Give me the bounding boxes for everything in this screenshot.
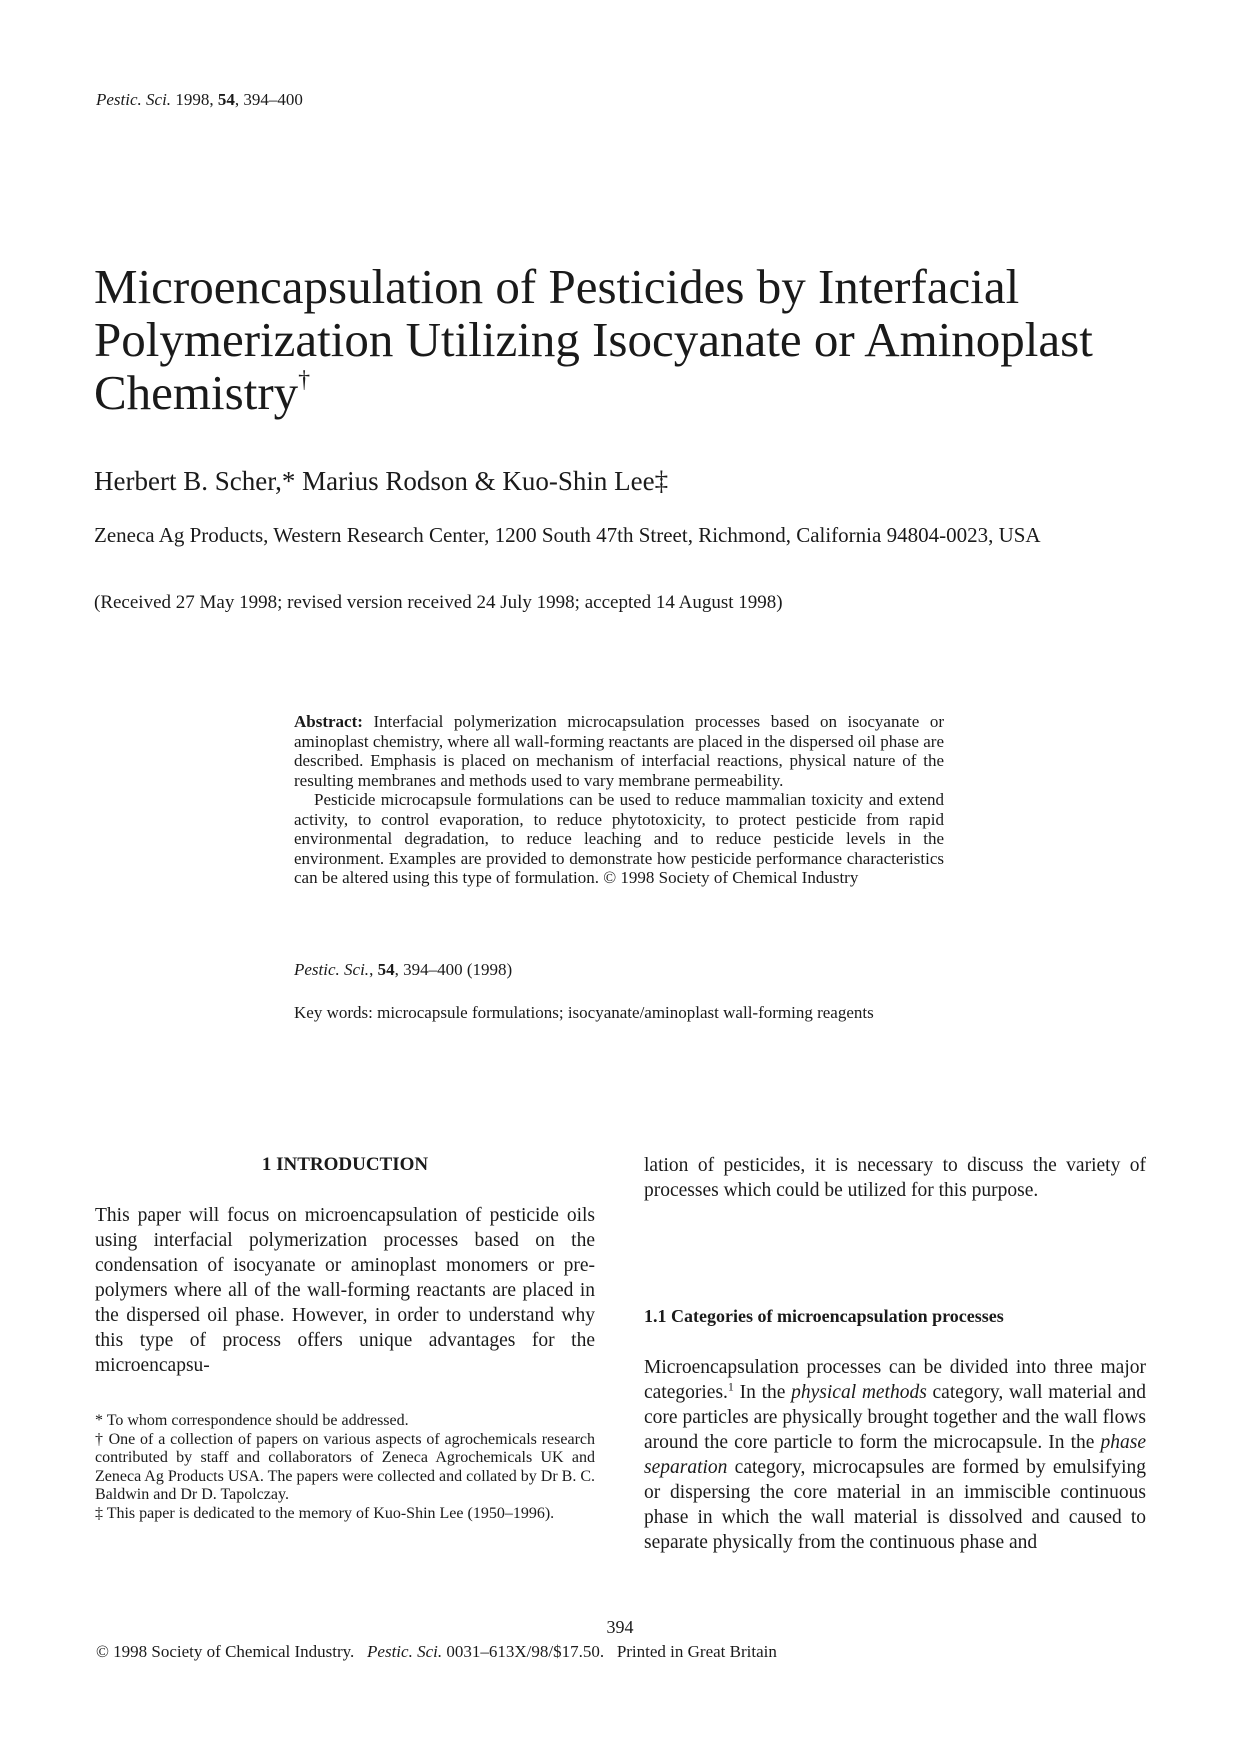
categories-text-2: In the xyxy=(733,1382,792,1403)
journal-pages: , 394–400 xyxy=(234,90,303,109)
subsection-heading-categories: 1.1 Categories of microencapsulation processes xyxy=(644,1306,1004,1326)
abstract xyxy=(294,712,944,888)
introduction-paragraph: This paper will focus on microencapsulation of pesticide oils using interfacial polymerization processes based on the condensation of isocyanate or aminoplast monomers or pre-polymers where all of the wall-forming reactants are placed in the dispersed oil phase. However, in order to understand why this type of process offers unique advantages for the microencapsu- xyxy=(95,1205,595,1376)
categories-text-1: Microencapsulation processes can be divided into three major categories. xyxy=(644,1357,1146,1403)
citation-volume: 54 xyxy=(377,960,395,979)
journal-year: 1998, xyxy=(175,90,214,109)
author-list: Herbert B. Scher,* Marius Rodson & Kuo-Shin Lee‡ xyxy=(94,466,669,496)
footnote-collection: † One of a collection of papers on various aspects of agrochemicals research contributed by staff and collaborators of Zeneca Agrochemicals UK and Zeneca Ag Products USA. The papers were collected and collated by Dr B. C. Baldwin and Dr D. Tapolczay. xyxy=(95,1430,595,1503)
phase-separation-term: phase separation xyxy=(644,1432,1146,1478)
categories-body xyxy=(644,1355,1146,1555)
citation-line xyxy=(294,960,512,980)
citation-sep: , xyxy=(369,960,378,979)
footnotes xyxy=(95,1412,595,1523)
abstract-paragraph-1 xyxy=(294,712,944,790)
journal-name: Pestic. Sci. xyxy=(96,90,172,109)
categories-text-4: category, microcapsules are formed by emulsifying or dispersing the core material in an immiscible continuous phase in which the wall material is dissolved and caused to separate physically from the continuous phase and xyxy=(644,1457,1146,1553)
footer-rest: 0031–613X/98/$17.50. Printed in Great Britain xyxy=(442,1642,777,1661)
keywords: Key words: microcapsule formulations; isocyanate/aminoplast wall-forming reagents xyxy=(294,1003,874,1022)
right-column-continuation xyxy=(644,1153,1146,1203)
received-dates: (Received 27 May 1998; revised version received 24 July 1998; accepted 14 August 1998) xyxy=(94,592,783,613)
continuation-paragraph: lation of pesticides, it is necessary to discuss the variety of processes which could be utilized for this purpose. xyxy=(644,1155,1146,1201)
paper-title xyxy=(94,260,1174,419)
abstract-label: Abstract: xyxy=(294,712,363,731)
citation-journal: Pestic. Sci. xyxy=(294,960,370,979)
title-footnote-mark: † xyxy=(298,367,311,393)
reference-marker: 1 xyxy=(727,1379,734,1394)
footer-journal: Pestic. Sci. xyxy=(367,1642,443,1661)
abstract-text-1: Interfacial polymerization microcapsulation processes based on isocyanate or aminoplast chemistry, where all wall-forming reactants are placed in the dispersed oil phase are described. Emphasis is placed on mechanism of interfacial reactions, physical nature of the resulting membranes and methods used to vary membrane permeability. xyxy=(294,712,944,790)
footnote-dedication: ‡ This paper is dedicated to the memory of Kuo-Shin Lee (1950–1996). xyxy=(95,1504,555,1522)
section-heading-introduction: 1 INTRODUCTION xyxy=(261,1154,429,1175)
page-footer xyxy=(96,1642,777,1662)
introduction-body xyxy=(95,1203,595,1378)
physical-methods-term: physical methods xyxy=(791,1382,927,1403)
journal-volume: 54 xyxy=(217,90,235,109)
citation-rest: , 394–400 (1998) xyxy=(394,960,513,979)
journal-header xyxy=(96,90,303,110)
categories-text-3: category, wall material and core particles are physically brought together and the wall flows around the core particle to form the microcapsule. In the xyxy=(644,1382,1146,1453)
abstract-paragraph-2: Pesticide microcapsule formulations can be used to reduce mammalian toxicity and extend activity, to control evaporation, to reduce phytotoxicity, to protect pesticide from rapid environmental degradation, to reduce leaching and to reduce pesticide levels in the environment. Examples are provided to demonstrate how pesticide performance characteristics can be altered using this type of formulation. © 1998 Society of Chemical Industry xyxy=(294,790,944,887)
paper-title-text: Microencapsulation of Pesticides by Interfacial Polymerization Utilizing Isocyanate or Aminoplast Chemistry xyxy=(94,259,1093,420)
footer-copyright: © 1998 Society of Chemical Industry. xyxy=(96,1642,368,1661)
footnote-correspondence: * To whom correspondence should be addressed. xyxy=(95,1412,409,1429)
page-number: 394 xyxy=(606,1617,634,1637)
affiliation: Zeneca Ag Products, Western Research Center, 1200 South 47th Street, Richmond, California 94804-0023, USA xyxy=(94,523,1041,547)
categories-paragraph xyxy=(644,1355,1146,1555)
